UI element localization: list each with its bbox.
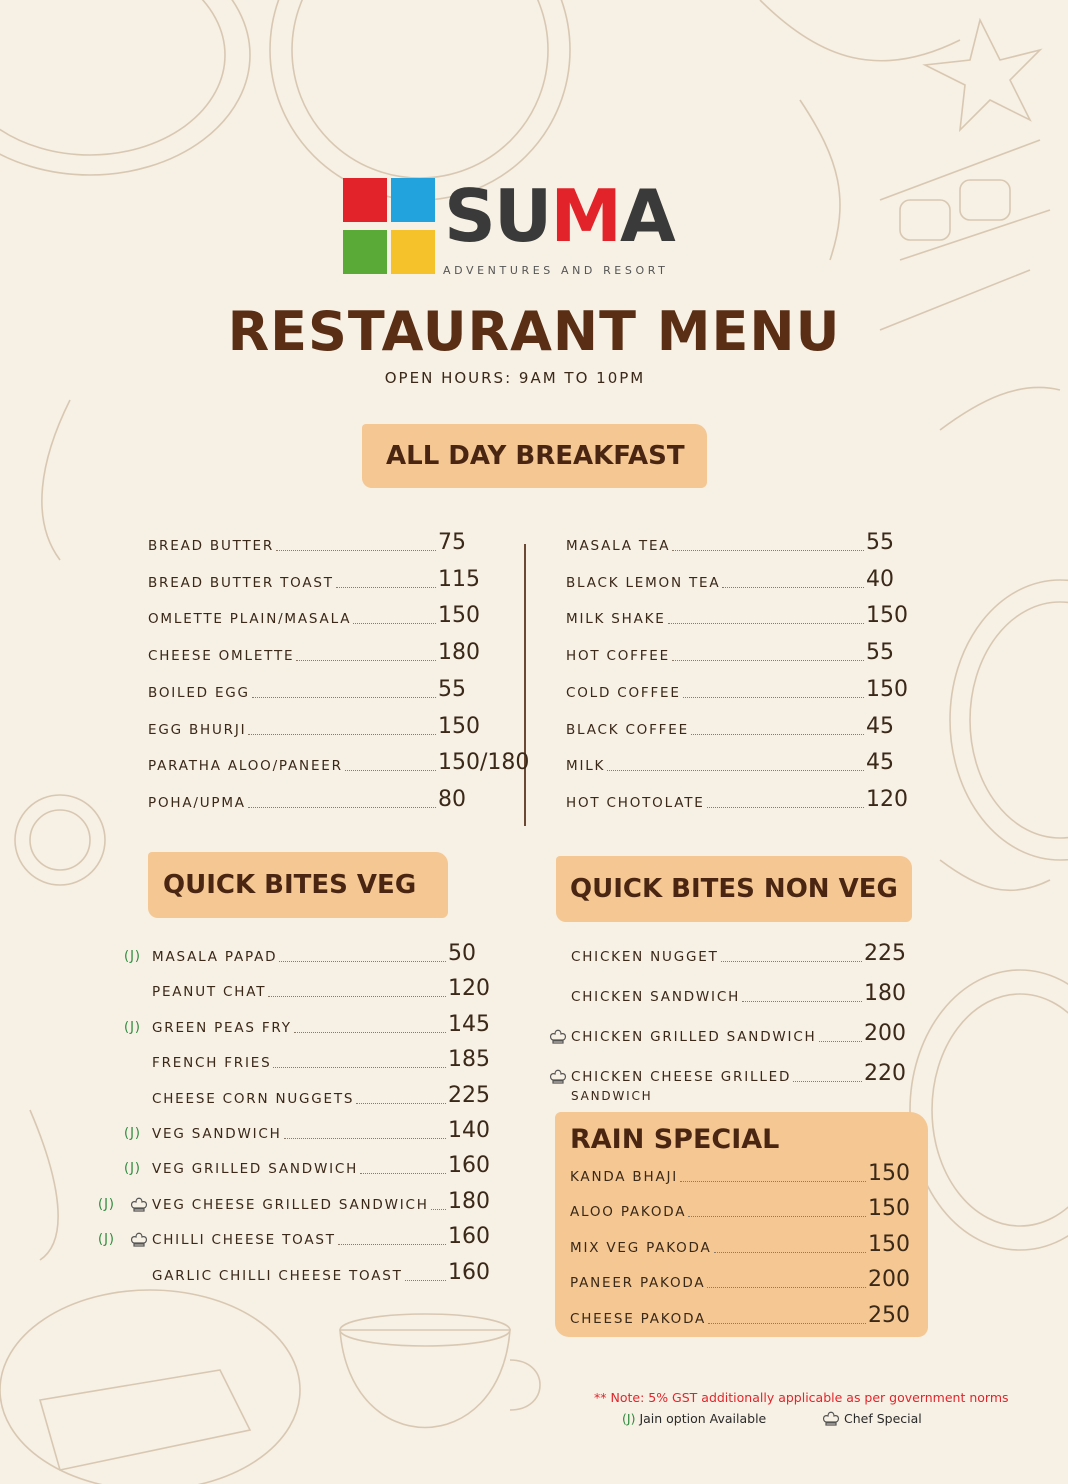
menu-item xyxy=(152,1224,528,1254)
menu-item-price: 150 xyxy=(868,1161,910,1186)
menu-item-name: MASALA TEA xyxy=(566,538,671,554)
menu-item-price: 55 xyxy=(866,530,894,555)
menu-item xyxy=(566,714,946,744)
brand-name: SUMA xyxy=(444,174,674,258)
menu-item-price: 145 xyxy=(448,1011,490,1037)
menu-item-price: 150 xyxy=(438,713,480,739)
menu-item-name: KANDA BHAJI xyxy=(570,1169,679,1185)
menu-item-price: 120 xyxy=(448,976,490,1002)
menu-item xyxy=(148,603,518,633)
menu-item-name: HOT COFFEE xyxy=(566,648,670,665)
menu-item-price: 45 xyxy=(866,750,894,776)
menu-item-price: 55 xyxy=(866,640,894,666)
menu-item xyxy=(570,1161,948,1191)
chef-hat-icon xyxy=(549,1068,567,1084)
menu-item-price: 140 xyxy=(448,1118,490,1143)
menu-item-name: ALOO PAKODA xyxy=(570,1204,687,1221)
menu-item xyxy=(566,567,946,597)
menu-item xyxy=(152,1118,528,1148)
jain-legend xyxy=(622,1411,766,1426)
menu-item xyxy=(148,750,530,780)
menu-item-name: PARATHA ALOO/PANEER xyxy=(148,758,343,775)
menu-item xyxy=(566,603,946,633)
menu-item xyxy=(152,1260,528,1290)
menu-item-name: VEG CHEESE GRILLED SANDWICH xyxy=(152,1196,429,1213)
jain-legend-mark: (J) xyxy=(622,1411,636,1426)
logo-tile-red xyxy=(343,178,387,222)
menu-item-price: 115 xyxy=(438,566,480,592)
dot-leader xyxy=(248,807,436,808)
menu-item-name: MIX VEG PAKODA xyxy=(570,1239,712,1256)
banner-breakfast: ALL DAY BREAKFAST xyxy=(362,424,707,488)
dot-leader xyxy=(672,550,864,551)
menu-item-name: CHILLI CHEESE TOAST xyxy=(152,1232,336,1249)
menu-item-name: HOT CHOTOLATE xyxy=(566,794,705,811)
menu-item xyxy=(148,787,518,817)
dot-leader xyxy=(680,1181,866,1182)
jain-mark: (J) xyxy=(98,1196,115,1212)
menu-item xyxy=(570,1303,948,1333)
dot-leader xyxy=(276,550,436,551)
menu-item-name: VEG SANDWICH xyxy=(152,1126,282,1142)
menu-item xyxy=(152,1189,528,1219)
menu-item xyxy=(566,530,946,560)
jain-mark: (J) xyxy=(124,949,141,964)
dot-leader xyxy=(708,1323,866,1324)
dot-leader xyxy=(607,770,864,771)
menu-item xyxy=(148,640,518,670)
banner-veg: QUICK BITES VEG xyxy=(148,852,448,918)
menu-item-price: 180 xyxy=(438,640,480,666)
menu-item xyxy=(152,1153,528,1183)
menu-item-name: MILK xyxy=(566,758,606,775)
menu-item-name: CHICKEN SANDWICH xyxy=(571,989,741,1005)
menu-item-price: 150 xyxy=(868,1196,910,1222)
menu-item-name: CHEESE OMLETTE xyxy=(148,648,295,665)
menu-item-price: 150/180 xyxy=(438,750,530,776)
menu-item-name: GREEN PEAS FRY xyxy=(152,1019,292,1036)
dot-leader xyxy=(353,623,436,624)
logo-tile-green xyxy=(343,230,387,274)
dot-leader xyxy=(672,660,864,661)
menu-item-price: 150 xyxy=(866,603,908,629)
menu-item-name: BLACK COFFEE xyxy=(566,721,689,738)
menu-item xyxy=(571,941,944,971)
menu-item-price: 50 xyxy=(448,941,476,966)
menu-item-name: CHEESE CORN NUGGETS xyxy=(152,1090,355,1107)
menu-item xyxy=(570,1232,948,1262)
menu-item-price: 200 xyxy=(864,1021,906,1046)
dot-leader xyxy=(284,1138,446,1139)
dot-leader xyxy=(338,1244,446,1245)
dot-leader xyxy=(356,1103,446,1104)
menu-item-price: 150 xyxy=(438,603,480,629)
menu-item-name: CHICKEN GRILLED SANDWICH xyxy=(571,1029,817,1045)
menu-item-price: 55 xyxy=(438,676,466,702)
dot-leader xyxy=(793,1081,862,1082)
jain-mark: (J) xyxy=(124,1019,141,1035)
menu-item-price: 40 xyxy=(866,566,894,592)
menu-item xyxy=(566,640,946,670)
dot-leader xyxy=(336,587,436,588)
menu-item-name: PEANUT CHAT xyxy=(152,984,267,1001)
menu-item xyxy=(570,1196,948,1226)
menu-item-name: CHICKEN NUGGET xyxy=(571,949,719,965)
menu-item xyxy=(148,677,518,707)
jain-legend-label: Jain option Available xyxy=(639,1411,767,1426)
jain-mark: (J) xyxy=(98,1232,115,1248)
dot-leader xyxy=(688,1216,866,1217)
dot-leader xyxy=(707,1287,866,1288)
menu-item-price: 220 xyxy=(864,1061,906,1086)
menu-item-name: BREAD BUTTER TOAST xyxy=(148,574,334,591)
chef-legend-label: Chef Special xyxy=(844,1411,922,1426)
dot-leader xyxy=(360,1173,446,1174)
menu-item xyxy=(571,1021,944,1051)
dot-leader xyxy=(714,1252,866,1253)
menu-item-price: 150 xyxy=(868,1231,910,1257)
dot-leader xyxy=(405,1280,446,1281)
dot-leader xyxy=(819,1041,863,1042)
menu-item-name: EGG BHURJI xyxy=(148,721,247,738)
chef-hat-icon xyxy=(130,1231,148,1247)
menu-item-name: VEG GRILLED SANDWICH xyxy=(152,1161,359,1178)
menu-item xyxy=(148,567,518,597)
menu-item-name: GARLIC CHILLI CHEESE TOAST xyxy=(152,1267,403,1284)
dot-leader xyxy=(431,1209,446,1210)
menu-item-name-line2: SANDWICH xyxy=(571,1089,653,1103)
menu-item-price: 150 xyxy=(866,676,908,702)
menu-item-name: BOILED EGG xyxy=(148,684,250,701)
menu-item-name: POHA/UPMA xyxy=(148,794,246,811)
menu-item-name: COLD COFFEE xyxy=(566,684,681,701)
open-hours: OPEN HOURS: 9AM TO 10PM xyxy=(384,369,646,387)
menu-item xyxy=(148,714,518,744)
menu-item-price: 225 xyxy=(448,1082,490,1108)
menu-item-price: 185 xyxy=(448,1047,490,1073)
dot-leader xyxy=(294,1032,446,1033)
dot-leader xyxy=(296,660,436,661)
dot-leader xyxy=(691,734,864,735)
jain-mark: (J) xyxy=(124,1126,141,1141)
menu-item xyxy=(152,976,528,1006)
rain-special-title: RAIN SPECIAL xyxy=(570,1124,780,1155)
menu-item-name: PANEER PAKODA xyxy=(570,1275,706,1292)
column-divider xyxy=(524,544,526,826)
dot-leader xyxy=(248,734,436,735)
dot-leader xyxy=(742,1001,862,1002)
menu-item xyxy=(148,530,518,560)
chef-hat-icon xyxy=(822,1410,840,1426)
menu-item xyxy=(566,677,946,707)
menu-item-name: CHICKEN CHEESE GRILLED xyxy=(571,1069,792,1085)
menu-item-name: BREAD BUTTER xyxy=(148,538,275,554)
menu-item xyxy=(152,1047,528,1077)
logo-tile-yellow xyxy=(391,230,435,274)
menu-item-price: 225 xyxy=(864,941,906,966)
dot-leader xyxy=(345,770,436,771)
menu-item-price: 180 xyxy=(864,981,906,1006)
dot-leader xyxy=(268,996,446,997)
menu-item xyxy=(152,1083,528,1113)
dot-leader xyxy=(721,961,862,962)
menu-item-price: 250 xyxy=(868,1302,910,1328)
dot-leader xyxy=(668,623,864,624)
menu-item-price: 75 xyxy=(438,530,466,555)
menu-item-price: 45 xyxy=(866,713,894,739)
menu-item xyxy=(152,1012,528,1042)
menu-item-name: BLACK LEMON TEA xyxy=(566,574,721,591)
chef-hat-icon xyxy=(130,1196,148,1212)
menu-item-name: FRENCH FRIES xyxy=(152,1055,272,1072)
menu-item xyxy=(571,1061,944,1103)
menu-item-name: CHEESE PAKODA xyxy=(570,1310,707,1327)
menu-item xyxy=(152,941,528,971)
menu-item-name: MASALA PAPAD xyxy=(152,949,278,965)
menu-item xyxy=(566,787,946,817)
menu-item-name: OMLETTE PLAIN/MASALA xyxy=(148,611,352,628)
brand-tagline: ADVENTURES AND RESORT xyxy=(443,264,669,277)
menu-item-name: MILK SHAKE xyxy=(566,611,666,628)
menu-item-price: 160 xyxy=(448,1224,490,1250)
menu-item xyxy=(566,750,946,780)
menu-item-price: 160 xyxy=(448,1259,490,1285)
menu-item xyxy=(571,981,944,1011)
dot-leader xyxy=(252,697,436,698)
chef-hat-icon xyxy=(549,1028,567,1044)
banner-nonveg: QUICK BITES NON VEG xyxy=(556,856,912,922)
menu-item-price: 80 xyxy=(438,786,466,812)
dot-leader xyxy=(279,961,446,962)
menu-item-price: 160 xyxy=(448,1153,490,1179)
menu-item-price: 200 xyxy=(868,1267,910,1293)
page-title: RESTAURANT MENU xyxy=(227,300,841,363)
dot-leader xyxy=(722,587,864,588)
dot-leader xyxy=(683,697,864,698)
menu-item-price: 120 xyxy=(866,786,908,812)
jain-mark: (J) xyxy=(124,1161,141,1177)
dot-leader xyxy=(707,807,864,808)
logo-tile-blue xyxy=(391,178,435,222)
gst-note: ** Note: 5% GST additionally applicable as per government norms xyxy=(594,1390,1009,1405)
menu-item xyxy=(570,1267,948,1297)
dot-leader xyxy=(273,1067,446,1068)
menu-item-price: 180 xyxy=(448,1188,490,1214)
